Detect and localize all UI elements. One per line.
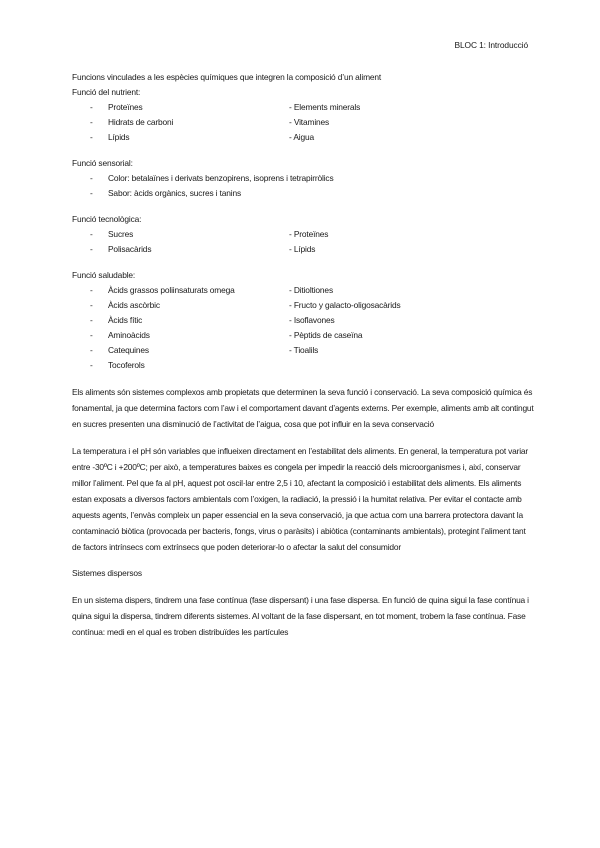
list-item bbox=[72, 298, 534, 313]
bullet-dash: - bbox=[90, 244, 93, 254]
list-item bbox=[72, 186, 534, 201]
list-item bbox=[72, 227, 534, 242]
list-item-left: Hidrats de carboni bbox=[108, 117, 174, 127]
section-heading-dispersos: Sistemes dispersos bbox=[72, 568, 142, 578]
bullet-dash: - bbox=[90, 300, 93, 310]
document-title: Funcions vinculades a les espècies químiques que integren la composició d’un aliment bbox=[72, 72, 382, 82]
list-item-left: Lípids bbox=[108, 132, 130, 142]
list-item-left: Tocoferols bbox=[108, 360, 145, 370]
list-item bbox=[72, 358, 534, 373]
list-item-left: Proteïnes bbox=[108, 102, 143, 112]
list-item-left: Polisacàrids bbox=[108, 244, 152, 254]
paragraph-dispersed-systems: En un sistema dispers, tindrem una fase contínua (fase dispersant) i una fase dispersa. En funció de quina sigui la fase contínua i quina sigui la dispersa, tindrem diferents sistemes. Al voltant de la fase dispersant, en tot moment, trobem la fase contínua. Fase contínua: medi en el qual es troben distribuïdes les partícules bbox=[72, 595, 529, 637]
list-item-left: Color: betalaïnes i derivats benzopirens, isoprens i tetrapirròlics bbox=[108, 173, 334, 183]
list-item-right: - Fructo y galacto-oligosacàrids bbox=[289, 300, 401, 310]
list-item-right: - Vitamines bbox=[289, 117, 330, 127]
list-item bbox=[72, 130, 534, 145]
list-item-left: Aminoàcids bbox=[108, 330, 150, 340]
list-item bbox=[72, 283, 534, 298]
bullet-dash: - bbox=[90, 117, 93, 127]
list-item-right: - Isoflavones bbox=[289, 315, 335, 325]
list-item-right: - Tioalils bbox=[289, 345, 319, 355]
list-item-right: - Pèptids de caseïna bbox=[289, 330, 363, 340]
saludable-list bbox=[72, 283, 534, 373]
sensorial-list bbox=[72, 171, 534, 201]
list-item-right: - Proteïnes bbox=[289, 229, 329, 239]
list-item bbox=[72, 313, 534, 328]
list-item-left: Catequines bbox=[108, 345, 149, 355]
bullet-dash: - bbox=[90, 132, 93, 142]
list-item bbox=[72, 343, 534, 358]
list-item-right: - Aigua bbox=[289, 132, 315, 142]
list-item-right: - Lípids bbox=[289, 244, 316, 254]
bullet-dash: - bbox=[90, 188, 93, 198]
bullet-dash: - bbox=[90, 173, 93, 183]
tecnologica-list bbox=[72, 227, 534, 257]
list-item-right: - Elements minerals bbox=[289, 102, 361, 112]
list-item bbox=[72, 328, 534, 343]
bullet-dash: - bbox=[90, 102, 93, 112]
bullet-dash: - bbox=[90, 345, 93, 355]
list-item-left: Sucres bbox=[108, 229, 134, 239]
section-heading-tecnologica: Funció tecnològica: bbox=[72, 214, 142, 224]
list-item-right: - Ditioltiones bbox=[289, 285, 333, 295]
list-item-left: Àcids grassos poliinsaturats omega bbox=[108, 285, 235, 295]
section-heading-nutrient: Funció del nutrient: bbox=[72, 87, 141, 97]
list-item-left: Sabor: àcids orgànics, sucres i tanins bbox=[108, 188, 242, 198]
section-heading-saludable: Funció saludable: bbox=[72, 270, 136, 280]
bullet-dash: - bbox=[90, 229, 93, 239]
bullet-dash: - bbox=[90, 360, 93, 370]
list-item bbox=[72, 100, 534, 115]
nutrient-list bbox=[72, 100, 534, 145]
bullet-dash: - bbox=[90, 330, 93, 340]
list-item bbox=[72, 171, 534, 186]
list-item bbox=[72, 242, 534, 257]
bullet-dash: - bbox=[90, 315, 93, 325]
list-item-left: Àcids ascòrbic bbox=[108, 300, 160, 310]
list-item-left: Àcids fític bbox=[108, 315, 143, 325]
document-body bbox=[72, 70, 534, 640]
paragraph-temperature-ph: La temperatura i el pH són variables que influeixen directament en l’estabilitat dels aliments. En general, la temperatura pot variar entre -30ºC i +200ºC; per això, a temperatures baixes es congela per impedir la reacció dels microorganismes i, així, conservar millor l’aliment. Pel que fa al pH, aquest pot oscil·lar entre 2,5 i 10, afectant la composició i estabilitat dels aliments. Els aliments estan exposats a diversos factors ambientals com l’oxigen, la radiació, la pressió i la humitat relativa. Per evitar el contacte amb aquests agents, l’envàs compleix un paper essencial en la seva conservació, ja que actua com una barrera protectora davant la contaminació biòtica (provocada per bacteris, fongs, virus o paràsits) i abiòtica (contaminants ambientals), protegint l’aliment tant de factors intrínsecs com extrínsecs que poden deteriorar-lo o afectar la salut del consumidor bbox=[72, 446, 529, 552]
page-header: BLOC 1: Introducció bbox=[454, 40, 528, 50]
paragraph-composition: Els aliments són sistemes complexos amb propietats que determinen la seva funció i conservació. La seva composició química és fonamental, ja que determina factors com l’aw i el comportament davant d’agents externs. Per exemple, aliments amb alt contingut en sucres presenten una disminució de l’activitat de l’aigua, cosa que pot influir en la seva conservació bbox=[72, 387, 534, 429]
section-heading-sensorial: Funció sensorial: bbox=[72, 158, 133, 168]
bullet-dash: - bbox=[90, 285, 93, 295]
list-item bbox=[72, 115, 534, 130]
